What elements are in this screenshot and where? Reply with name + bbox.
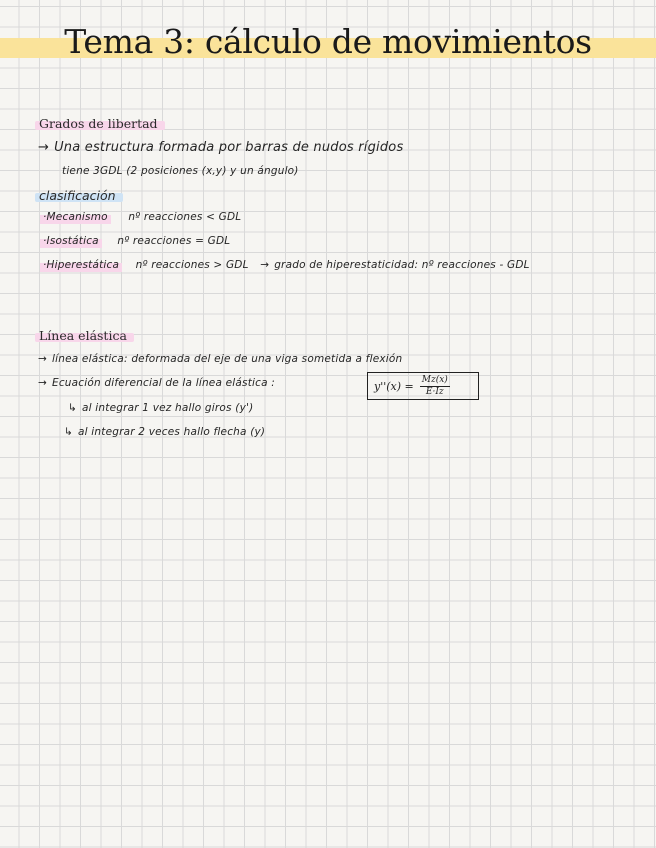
classification-item <box>40 211 241 223</box>
arrow-icon: → <box>38 353 47 365</box>
hiperestaticidad-text: grado de hiperestaticidad: nº reacciones - GDL <box>274 259 530 271</box>
note-line <box>38 377 275 389</box>
bullet-icon: · <box>43 259 47 271</box>
elastic-line-formula <box>367 372 479 400</box>
bullet-icon: · <box>43 211 47 223</box>
arrow-icon: → <box>38 377 47 389</box>
subheading-clasificacion <box>36 188 119 203</box>
bullet-icon: · <box>43 235 47 247</box>
label-text: Hiperestática <box>46 259 120 271</box>
note-line <box>38 353 402 365</box>
formula-lhs: y''(x) = <box>374 379 414 393</box>
classification-label <box>40 235 102 247</box>
note-subline <box>64 426 265 438</box>
note-text: Una estructura formada por barras de nudos rígidos <box>54 140 404 155</box>
classification-rule: nº reacciones = GDL <box>117 235 231 247</box>
section-heading-grados: Grados de libertad <box>36 116 161 131</box>
note-subline <box>68 402 253 414</box>
label-text: Mecanismo <box>46 211 108 223</box>
note-text: Ecuación diferencial de la línea elástica : <box>52 377 276 389</box>
hook-arrow-icon: ↳ <box>68 402 77 414</box>
hook-arrow-icon: ↳ <box>64 426 73 438</box>
classification-item <box>40 235 230 247</box>
page-title: Tema 3: cálculo de movimientos <box>64 22 592 61</box>
note-text: al integrar 1 vez hallo giros (y') <box>82 402 254 414</box>
label-text: Isostática <box>46 235 99 247</box>
classification-rule: nº reacciones > GDL <box>135 259 249 271</box>
note-line <box>38 140 403 155</box>
classification-label <box>40 211 111 223</box>
note-text: al integrar 2 veces hallo flecha (y) <box>78 426 266 438</box>
note-text: línea elástica: deformada del eje de una viga sometida a flexión <box>52 353 403 365</box>
classification-label <box>40 259 122 271</box>
arrow-icon: → <box>260 259 270 271</box>
formula-denominator: E·Iz <box>425 386 444 397</box>
note-line: tiene 3GDL (2 posiciones (x,y) y un ángulo) <box>62 165 299 177</box>
section-heading-linea-elastica: Línea elástica <box>36 328 130 343</box>
formula-numerator: Mz(x) <box>421 374 448 385</box>
formula-fraction <box>420 375 450 398</box>
classification-item <box>40 259 530 271</box>
arrow-icon: → <box>38 140 50 155</box>
subheading-text: clasificación <box>39 188 116 203</box>
classification-rule: nº reacciones < GDL <box>128 211 242 223</box>
